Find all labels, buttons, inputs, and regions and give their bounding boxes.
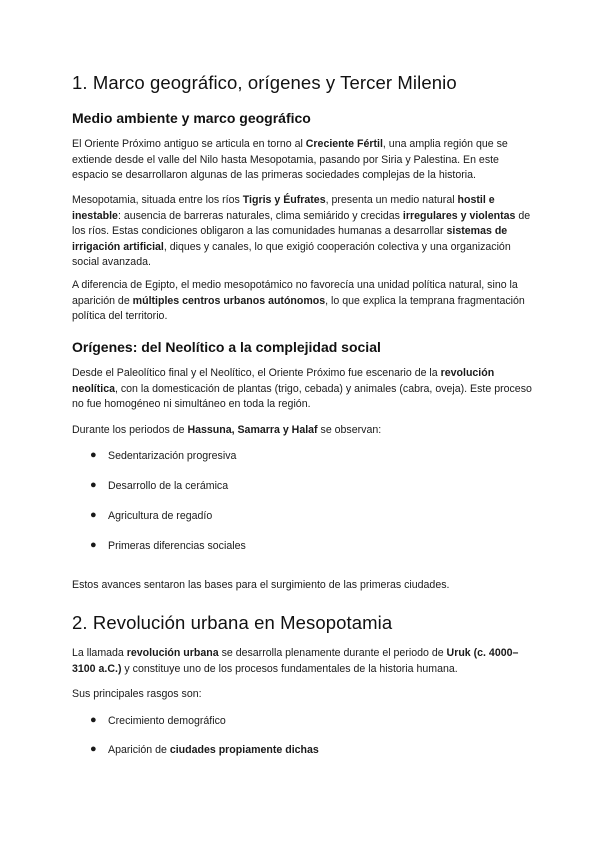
paragraph-revolucion-urbana: La llamada revolución urbana se desarrolla plenamente durante el periodo de Uruk (c. 4000–3100 a.C.) y constituye uno de los procesos fundamentales de la historia humana. <box>72 647 519 675</box>
paragraph-periodos: Durante los periodos de Hassuna, Samarra y Halaf se observan: <box>72 424 382 436</box>
paragraph-creciente-fertil: El Oriente Próximo antiguo se articula en torno al Creciente Fértil, una amplia región que se extiende desde el valle del Nilo hasta Mesopotamia, pasando por Siria y Palestina. En este espacio se desarrollaron algunas de las primeras sociedades complejas de la historia. <box>72 138 508 182</box>
subsection-origenes-heading: Orígenes: del Neolítico a la complejidad social <box>72 339 381 355</box>
document-page: 1. Marco geográfico, orígenes y Tercer Milenio Medio ambiente y marco geográfico El Oriente Próximo antiguo se articula en torno al Creciente Fértil, una amplia región que se extiende desde el valle del Nilo hasta Mesopotamia, pasando por Siria y Palestina. En este espacio se desarrollaron algunas de las primeras sociedades complejas de la historia. Mesopotamia, situada entre los ríos Tigris y Éufrates, presenta un medio natural hostil e inestable: ausencia de barreras naturales, clima semiárido y crecidas irregulares y violentas de los ríos. Estas condiciones obligaron a las comunidades humanas a desarrollar sistemas de irrigación artificial, diques y canales, lo que exigió cooperación colectiva y una organización social avanzada. A diferencia de Egipto, el medio mesopotámico no favorecía una unidad política natural, sino la aparición de múltiples centros urbanos autónomos, lo que explica la temprana fragmentación política del territorio. Orígenes: del Neolítico a la complejidad social Desde el Paleolítico final y el Neolítico, el Oriente Próximo fue escenario de la revolución neolítica, con la domesticación de plantas (trigo, cebada) y animales (cabra, oveja). Este proceso no fue homogéneo ni simultáneo en toda la región. Durante los periodos de Hassuna, Samarra y Halaf se observan: ● Sedentarización progresiva ● Desarrollo de la cerámica ● Agricultura de regadío ● Primeras diferencias sociales Estos avances sentaron las bases para el surgimiento de las primeras ciudades. 2. Revolución urbana en Mesopotamia La llamada revolución urbana se desarrolla plenamente durante el periodo de Uruk (c. 4000–3100 a.C.) y constituye uno de los procesos fundamentales de la historia humana. Sus principales rasgos son: ● Crecimiento demográfico ● Aparición de ciudades propiamente dichas <box>72 72 532 756</box>
bullet-icon: ● <box>90 743 97 755</box>
subsection-medio-ambiente-heading: Medio ambiente y marco geográfico <box>72 110 311 126</box>
bullet-icon: ● <box>90 479 97 491</box>
bullet-icon: ● <box>90 509 97 521</box>
paragraph-revolucion-neolitica: Desde el Paleolítico final y el Neolítico, el Oriente Próximo fue escenario de la revolución neolítica, con la domesticación de plantas (trigo, cebada) y animales (cabra, oveja). Este proceso no fue homogéneo ni simultáneo en toda la región. <box>72 367 532 411</box>
section-2-heading: 2. Revolución urbana en Mesopotamia <box>72 612 393 633</box>
paragraph-mesopotamia-medio: Mesopotamia, situada entre los ríos Tigris y Éufrates, presenta un medio natural hostil e inestable: ausencia de barreras naturales, clima semiárido y crecidas irregulares y violentas de los ríos. Estas condiciones obligaron a las comunidades humanas a desarrollar sistemas de irrigación artificial, diques y canales, lo que exigió cooperación colectiva y una organización social avanzada. <box>72 194 531 269</box>
section-1-heading: 1. Marco geográfico, orígenes y Tercer Milenio <box>72 72 457 93</box>
paragraph-rasgos: Sus principales rasgos son: <box>72 688 202 700</box>
bullet-icon: ● <box>90 449 97 461</box>
bullet-icon: ● <box>90 714 97 726</box>
bullet-icon: ● <box>90 539 97 551</box>
paragraph-primeras-ciudades: Estos avances sentaron las bases para el surgimiento de las primeras ciudades. <box>72 579 450 591</box>
paragraph-egipto-comparacion: A diferencia de Egipto, el medio mesopotámico no favorecía una unidad política natural, sino la aparición de múltiples centros urbanos autónomos, lo que explica la temprana fragmentación política del territorio. <box>72 279 525 323</box>
